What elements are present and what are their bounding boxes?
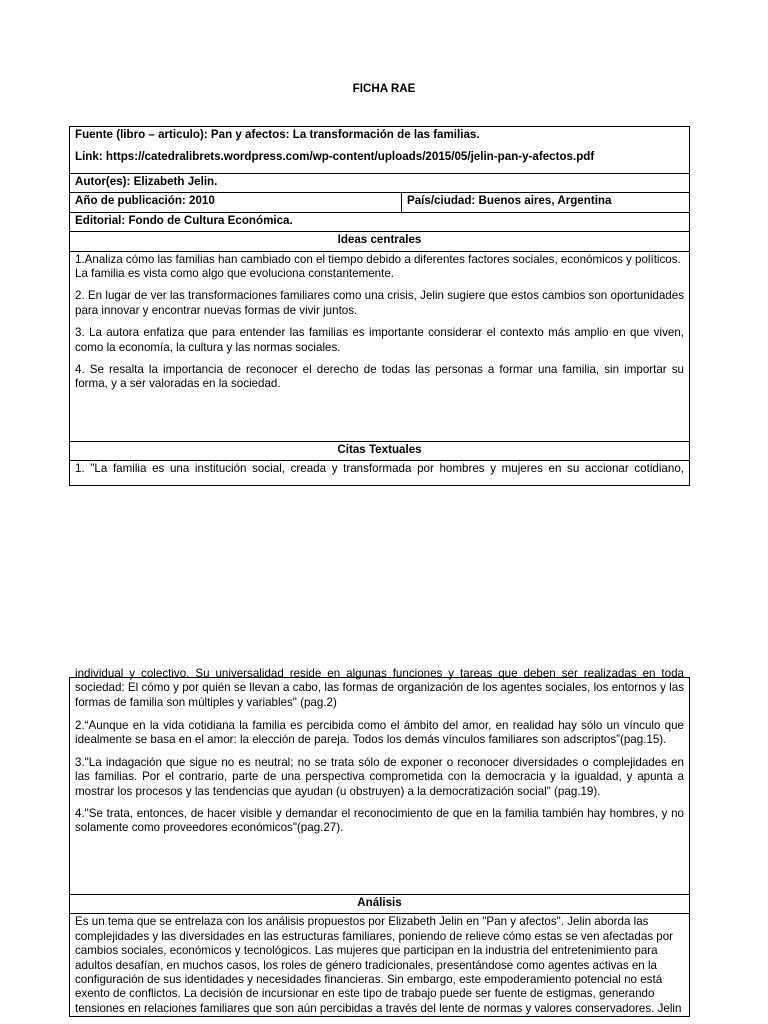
idea-2: 2. En lugar de ver las transformaciones familiares como una crisis, Jelin sugiere que estos cambios son oportunidades para innovar y encontrar nuevas formas de vivir juntos. xyxy=(75,289,684,317)
analisis-line: complejidades y las diversidades en las estructuras familiares, poniendo de relieve cómo estas se ven afectadas por xyxy=(75,929,674,943)
autor-field: Autor(es): Elizabeth Jelin. xyxy=(70,174,690,193)
row-fuente-link xyxy=(70,127,690,174)
rae-table-page-1 xyxy=(69,126,690,486)
analisis-heading: Análisis xyxy=(70,895,690,914)
cita-4: 4."Se trata, entonces, de hacer visible y demandar el reconocimiento de que en la familia también hay hombres, y no solamente como proveedores económicos"(pag.27). xyxy=(75,807,684,835)
cita-1-start: 1. "La familia es una institución social, creada y transformada por hombres y mujeres en su accionar cotidiano, xyxy=(75,462,684,476)
citas-textuales-heading: Citas Textuales xyxy=(70,441,690,460)
idea-4: 4. Se resalta la importancia de reconocer el derecho de todas las personas a formar una familia, sin importar su forma, y a ser valoradas en la sociedad. xyxy=(75,363,684,391)
row-analisis xyxy=(70,914,690,1017)
idea-1: 1.Analiza cómo las familias han cambiado con el tiempo debido a diferentes factores sociales, económicos y políticos. La familia es vista como algo que evoluciona constantemente. xyxy=(75,252,681,281)
ideas-centrales-heading: Ideas centrales xyxy=(70,232,690,251)
pais-field: País/ciudad: Buenos aires, Argentina xyxy=(402,193,690,212)
fuente-field: Fuente (libro – articulo): Pan y afectos: La transformación de las familias. xyxy=(75,128,480,141)
cita-2: 2.“Aunque en la vida cotidiana la familia es percibida como el ámbito del amor, en realidad hay sólo un vínculo que idealmente se basa en el amor: la elección de pareja. Todos los demás vínculos familiares son adscriptos”(pag.15). xyxy=(75,719,684,747)
cita-1-continued: individual y colectivo. Su universalidad reside en algunas funciones y tareas que deben ser realizadas en toda sociedad: El cómo y por quién se llevan a cabo, las formas de organización de los agentes sociales, los entornos y las formas de familia son múltiples y variables" (pag.2) xyxy=(75,667,684,709)
row-autor xyxy=(70,174,690,193)
analisis-line: Es un tema que se entrelaza con los análisis propuestos por Elizabeth Jelin en "Pan y afectos". Jelin aborda las xyxy=(75,915,649,929)
editorial-field: Editorial: Fondo de Cultura Económica. xyxy=(70,212,690,231)
anio-field: Año de publicación: 2010 xyxy=(70,193,402,212)
analisis-line: adultos desafían, en muchos casos, los roles de género tradicionales, presentándose como agentes activas en la xyxy=(75,958,657,972)
cita-3: 3."La indagación que sigue no es neutral; no se trata sólo de exponer o reconocer diversidades o complejidades en las familias. Por el contrario, parte de una perspectiva comprometida con la democracia y la igualdad, y apunta a mostrar los procesos y las tendencias que ayudan (u obstruyen) a la democratización social" (pag.19). xyxy=(75,755,684,798)
rae-table-page-2 xyxy=(69,667,690,1017)
document-title: FICHA RAE xyxy=(352,82,416,95)
row-cita-1-start xyxy=(70,461,690,486)
row-editorial xyxy=(70,212,690,231)
cita-1-continued-wrapper xyxy=(75,667,684,711)
row-ideas-heading xyxy=(70,232,690,251)
analisis-line: cambios sociales, económicos y tecnológicos. Las mujeres que participan en la industria del entretenimiento para xyxy=(75,944,658,958)
link-field: Link: https://catedralibrets.wordpress.com/wp-content/uploads/2015/05/jelin-pan-y-afectos.pdf xyxy=(75,150,595,164)
row-citas-heading xyxy=(70,441,690,460)
row-anio-pais xyxy=(70,193,690,212)
analisis-line: configuración de sus identidades y necesidades financieras. Sin embargo, este empoderamiento potencial no está xyxy=(75,973,663,987)
row-ideas xyxy=(70,251,690,441)
analisis-line: tensiones en relaciones familiares que son aún percibidas a través del lente de normas y valores conservadores. Jelin xyxy=(75,1001,682,1015)
idea-3: 3. La autora enfatiza que para entender las familias es importante considerar el contexto más amplio en que viven, como la economía, la cultura y las normas sociales. xyxy=(75,326,684,354)
analisis-line: exento de conflictos. La decisión de incursionar en este tipo de trabajo puede ser fuente de estigmas, generando xyxy=(75,987,655,1001)
row-citas-continued xyxy=(70,678,690,895)
row-analisis-heading xyxy=(70,895,690,914)
